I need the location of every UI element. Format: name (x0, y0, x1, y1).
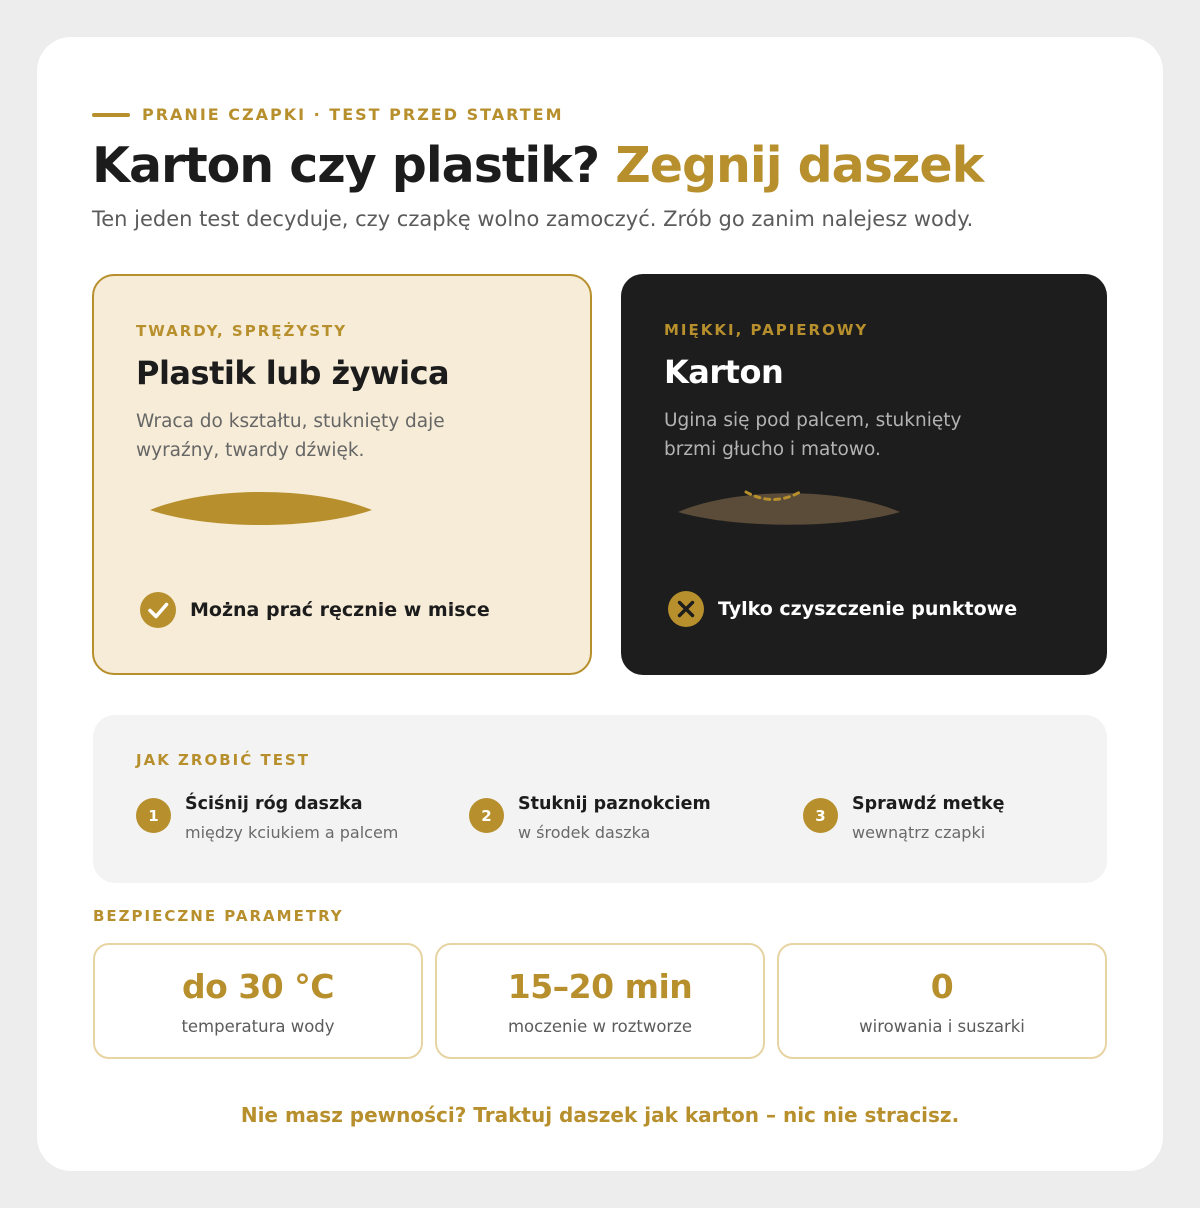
cardboard-card (621, 274, 1107, 675)
check-icon (140, 592, 176, 628)
plastic-card (92, 274, 592, 675)
cardboard-verdict (668, 591, 1017, 627)
param-spin (777, 943, 1107, 1059)
step-number: 2 (469, 798, 504, 833)
param-label: wirowania i suszarki (859, 1017, 1025, 1036)
page-subtitle: Ten jeden test decyduje, czy czapkę wolno zamoczyć. Zrób go zanim nalejesz wody. (92, 207, 974, 231)
step-title: Ściśnij róg daszka (185, 794, 363, 814)
infographic-card (37, 37, 1163, 1171)
x-icon (668, 591, 704, 627)
title-accent: Zegnij daszek (615, 137, 984, 194)
title-main: Karton czy plastik? (92, 137, 600, 194)
params-label: BEZPIECZNE PARAMETRY (93, 907, 344, 925)
step-number: 3 (803, 798, 838, 833)
howto-label: JAK ZROBIĆ TEST (136, 751, 310, 769)
step-subtitle: w środek daszka (518, 823, 651, 842)
step-subtitle: wewnątrz czapki (852, 823, 986, 842)
param-label: moczenie w roztworze (507, 1017, 693, 1036)
param-label: temperatura wody (181, 1017, 335, 1036)
cardboard-desc: Ugina się pod palcem, stuknięty brzmi głucho i matowo. (664, 410, 962, 460)
eyebrow-text: PRANIE CZAPKI · TEST PRZED STARTEM (142, 105, 564, 124)
step-title: Sprawdź metkę (852, 794, 1005, 814)
param-temperature (93, 943, 423, 1059)
step-1 (136, 791, 398, 847)
step-number: 1 (136, 798, 171, 833)
step-title: Stuknij paznokciem (518, 794, 711, 814)
step-2 (469, 791, 711, 847)
eyebrow-bar (92, 113, 130, 117)
plastic-name: Plastik lub żywica (136, 354, 450, 392)
param-value: 15–20 min (507, 967, 693, 1006)
cardboard-verdict-text: Tylko czyszczenie punktowe (718, 598, 1018, 620)
plastic-desc: Wraca do kształtu, stuknięty daje wyraźny, twardy dźwięk. (136, 411, 445, 461)
rigid-brim-icon (148, 488, 374, 528)
cardboard-name: Karton (664, 353, 784, 391)
plastic-verdict-text: Można prać ręcznie w misce (190, 599, 490, 621)
param-soak-time (435, 943, 765, 1059)
plastic-verdict (140, 592, 490, 628)
eyebrow (92, 105, 564, 124)
footnote: Nie masz pewności? Traktuj daszek jak karton – nic nie stracisz. (240, 1103, 960, 1127)
step-subtitle: między kciukiem a palcem (185, 823, 399, 842)
cardboard-label: MIĘKKI, PAPIEROWY (664, 321, 869, 339)
plastic-label: TWARDY, SPRĘŻYSTY (136, 322, 348, 340)
page-title (92, 137, 983, 194)
param-value: do 30 °C (182, 967, 334, 1006)
step-3 (803, 791, 1005, 847)
howto-panel (93, 715, 1107, 883)
param-value: 0 (930, 967, 954, 1006)
soft-brim-icon (676, 487, 902, 527)
